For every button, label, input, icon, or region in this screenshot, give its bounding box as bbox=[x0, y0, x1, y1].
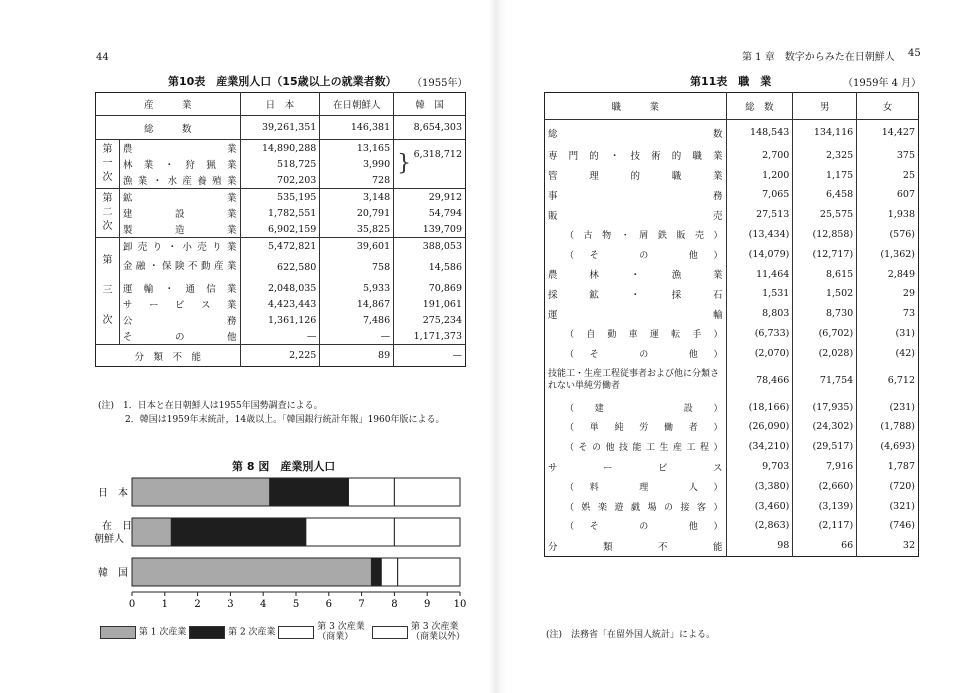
t10-tertiary-section: 第 三 次 bbox=[96, 238, 120, 345]
t10-cell: 29,912 bbox=[394, 189, 466, 206]
t11-cell: (3,139) bbox=[793, 496, 857, 516]
bar-segment bbox=[132, 558, 371, 586]
table11-title: 第11表 職 業 bbox=[690, 75, 772, 88]
t10-row-label: サービス業 bbox=[122, 300, 237, 311]
t11-row-label: 専門的・技術的職業 bbox=[548, 151, 723, 163]
t11-cell: 134,116 bbox=[793, 120, 857, 146]
t11-cell: 1,531 bbox=[726, 284, 793, 304]
t11-row-label: 分 類 不 能 bbox=[548, 541, 723, 553]
t11-row-label: 販 売 bbox=[548, 210, 723, 222]
x-tick-label: 8 bbox=[391, 599, 398, 610]
t10-cell: 5,472,821 bbox=[240, 238, 320, 255]
t11-cell: 98 bbox=[726, 536, 793, 556]
t10-row-label: 運輸・通信業 bbox=[122, 284, 237, 295]
x-tick-label: 0 bbox=[128, 599, 136, 610]
t11-header-female: 女 bbox=[857, 93, 919, 120]
book-spine bbox=[489, 0, 507, 693]
bar-segment bbox=[371, 558, 381, 586]
bar-segment bbox=[306, 518, 395, 546]
t10-row-label: 卸売り・小売り業 bbox=[119, 238, 240, 255]
t10-total-japan: 39,261,351 bbox=[240, 116, 320, 140]
x-tick-label: 7 bbox=[358, 599, 365, 610]
t10-row-label: 鉱 業 bbox=[119, 189, 240, 206]
t10-cell: 702,203 bbox=[240, 172, 320, 189]
t11-cell: (2,117) bbox=[793, 516, 857, 536]
t11-cell: (1,788) bbox=[857, 417, 919, 437]
t10-cell: 139,709 bbox=[394, 221, 466, 238]
t10-primary-section: 第 一 次 bbox=[96, 140, 120, 189]
t10-row-label: 金融・保険不動産業 bbox=[122, 261, 237, 272]
t10-cell: — bbox=[240, 328, 320, 345]
t11-row-label: （自動車運転手） bbox=[565, 330, 723, 341]
t10-row-label: 建 設 業 bbox=[122, 209, 237, 220]
bar-segment bbox=[398, 558, 460, 586]
bar-segment bbox=[270, 478, 349, 506]
t11-cell: 148,543 bbox=[726, 120, 793, 146]
t10-cell: 35,825 bbox=[320, 221, 394, 238]
t11-row bbox=[545, 536, 919, 556]
t11-cell: 27,513 bbox=[726, 205, 793, 225]
t11-cell: 1,938 bbox=[857, 205, 919, 225]
t10-row-label: 漁業・水産養殖業 bbox=[122, 176, 237, 187]
t10-cell: 14,586 bbox=[394, 254, 466, 280]
t11-row bbox=[545, 205, 919, 225]
t10-header-korea: 韓 国 bbox=[394, 93, 466, 116]
t11-cell: 7,065 bbox=[726, 185, 793, 205]
t10-cell: 6,902,159 bbox=[240, 221, 320, 238]
t11-cell: 2,849 bbox=[857, 264, 919, 284]
t11-row-label: （建 設） bbox=[565, 403, 723, 414]
t11-row-label: 運 輸 bbox=[548, 309, 723, 321]
t10-unclassified-label: 分 類 不 能 bbox=[96, 345, 241, 367]
t11-cell: (231) bbox=[857, 397, 919, 417]
t11-cell: 9,703 bbox=[726, 457, 793, 477]
bar-segment bbox=[394, 518, 460, 546]
t11-cell: 7,916 bbox=[793, 457, 857, 477]
legend-label: 第 3 次産業（商業） bbox=[317, 622, 365, 642]
right-running-header: 第 1 章 数字からみた在日朝鮮人 bbox=[742, 52, 895, 63]
t11-cell: (17,935) bbox=[793, 397, 857, 417]
t10-total-label: 総 数 bbox=[144, 123, 192, 135]
t10-cell: 70,869 bbox=[394, 280, 466, 296]
x-tick-label: 6 bbox=[325, 599, 332, 610]
t10-cell: 275,234 bbox=[394, 312, 466, 328]
t11-cell: (31) bbox=[857, 324, 919, 344]
legend-swatch-commerce bbox=[278, 626, 314, 639]
x-tick-label: 3 bbox=[227, 599, 234, 610]
table11 bbox=[544, 92, 919, 557]
t11-row-label: （料 理 人） bbox=[565, 482, 723, 493]
t11-cell: 25,575 bbox=[793, 205, 857, 225]
t11-row-label: （その他技能工生産工程） bbox=[565, 443, 723, 454]
x-tick-label: 2 bbox=[194, 599, 201, 610]
bar-segment bbox=[132, 478, 270, 506]
t11-cell: 66 bbox=[793, 536, 857, 556]
t11-cell: 8,730 bbox=[793, 304, 857, 324]
t10-cell: 535,195 bbox=[240, 189, 320, 206]
t10-cell: 14,867 bbox=[320, 296, 394, 312]
t10-cell: — bbox=[320, 328, 394, 345]
bar-segment bbox=[394, 478, 460, 506]
t11-cell: (576) bbox=[857, 225, 919, 245]
t10-total-kij: 146,381 bbox=[320, 116, 394, 140]
t11-cell: 2,325 bbox=[793, 146, 857, 166]
t11-row bbox=[545, 457, 919, 477]
t11-row bbox=[545, 496, 919, 516]
t11-cell: (321) bbox=[857, 496, 919, 516]
t11-row-label: （単純労働者） bbox=[565, 423, 723, 434]
t11-cell: 14,427 bbox=[857, 120, 919, 146]
t11-cell: 2,700 bbox=[726, 146, 793, 166]
t11-cell: 1,175 bbox=[793, 165, 857, 185]
t11-row-label: サ ー ビ ス bbox=[548, 462, 723, 474]
t11-cell: (14,079) bbox=[726, 244, 793, 264]
t11-body bbox=[545, 120, 919, 557]
category-label: 日 本 bbox=[98, 488, 128, 499]
legend-swatch-other bbox=[372, 626, 408, 639]
t10-cell: 3,990 bbox=[320, 156, 394, 172]
table11-note: (注) 法務省「在留外国人統計」による。 bbox=[546, 630, 716, 640]
table10-title: 第10表 産業別人口（15歳以上の就業者数） bbox=[168, 75, 397, 88]
t11-cell: (1,362) bbox=[857, 244, 919, 264]
t11-cell: (746) bbox=[857, 516, 919, 536]
t11-cell: (29,517) bbox=[793, 437, 857, 457]
x-tick-label: 5 bbox=[292, 599, 300, 610]
t11-row bbox=[545, 165, 919, 185]
t10-cell: 13,165 bbox=[320, 140, 394, 157]
t10-header-korean-in-japan: 在日朝鮮人 bbox=[320, 93, 394, 116]
t10-row-label: 公 務 bbox=[122, 316, 237, 327]
left-page-number: 44 bbox=[96, 52, 109, 63]
t11-cell: (2,070) bbox=[726, 343, 793, 363]
t10-cell: 1,782,551 bbox=[240, 205, 320, 221]
t11-cell: 8,615 bbox=[793, 264, 857, 284]
t10-row-label: 農 業 bbox=[119, 140, 240, 157]
t11-header-male: 男 bbox=[793, 93, 857, 120]
t11-cell: (26,090) bbox=[726, 417, 793, 437]
t11-cell: 6,458 bbox=[793, 185, 857, 205]
t11-cell: (12,717) bbox=[793, 244, 857, 264]
t11-cell: (6,733) bbox=[726, 324, 793, 344]
t11-cell: 25 bbox=[857, 165, 919, 185]
t11-cell: (6,702) bbox=[793, 324, 857, 344]
t11-cell: (42) bbox=[857, 343, 919, 363]
right-page-number: 45 bbox=[908, 48, 921, 59]
t11-cell: 71,754 bbox=[793, 363, 857, 397]
t11-row bbox=[545, 185, 919, 205]
t11-row bbox=[545, 244, 919, 264]
t11-cell: (12,858) bbox=[793, 225, 857, 245]
t10-cell: 2,225 bbox=[240, 345, 320, 367]
t11-row-label: （そ の 他） bbox=[565, 250, 723, 261]
t10-header-industry: 産 業 bbox=[96, 93, 241, 116]
t10-primary-korea: } 6,318,712 bbox=[394, 140, 466, 189]
t11-cell: (2,863) bbox=[726, 516, 793, 536]
t11-row bbox=[545, 324, 919, 344]
t10-cell: 14,890,288 bbox=[240, 140, 320, 157]
t11-cell: 11,464 bbox=[726, 264, 793, 284]
t10-cell: 4,423,443 bbox=[240, 296, 320, 312]
table10 bbox=[95, 92, 466, 367]
t11-cell: 6,712 bbox=[857, 363, 919, 397]
t10-row-label: そ の 他 bbox=[122, 332, 237, 343]
t10-secondary-section: 第 二 次 bbox=[96, 189, 120, 238]
t11-row-label: 事 務 bbox=[548, 190, 723, 202]
t11-row bbox=[545, 146, 919, 166]
t11-cell: (3,460) bbox=[726, 496, 793, 516]
t10-cell: 758 bbox=[320, 254, 394, 280]
t10-cell: 728 bbox=[320, 172, 394, 189]
t10-cell: 3,148 bbox=[320, 189, 394, 206]
t10-cell: 1,171,373 bbox=[394, 328, 466, 345]
legend-label: 第 2 次産業 bbox=[228, 627, 276, 638]
t10-cell: 89 bbox=[320, 345, 394, 367]
t11-cell: 1,200 bbox=[726, 165, 793, 185]
category-label: 朝鮮人 bbox=[94, 534, 124, 545]
t10-cell: 20,791 bbox=[320, 205, 394, 221]
category-label: 韓 国 bbox=[98, 568, 128, 579]
t11-row bbox=[545, 120, 919, 146]
t11-row-label: 農 林 ・ 漁 業 bbox=[548, 270, 723, 282]
t11-cell: (3,380) bbox=[726, 476, 793, 496]
t11-cell: (2,028) bbox=[793, 343, 857, 363]
t11-row bbox=[545, 343, 919, 363]
t11-row bbox=[545, 363, 919, 397]
t11-cell: 78,466 bbox=[726, 363, 793, 397]
brace-icon: } bbox=[397, 151, 412, 176]
table10-year: （1955年） bbox=[412, 78, 468, 89]
figure8-legend bbox=[100, 622, 480, 642]
bar-segment bbox=[381, 558, 397, 586]
t11-cell: 29 bbox=[857, 284, 919, 304]
t11-row bbox=[545, 284, 919, 304]
t11-row bbox=[545, 225, 919, 245]
t10-cell: 622,580 bbox=[240, 254, 320, 280]
t10-cell: 5,933 bbox=[320, 280, 394, 296]
t10-cell: 388,053 bbox=[394, 238, 466, 255]
t10-row-label: 製 造 業 bbox=[122, 225, 237, 236]
bar-segment bbox=[171, 518, 305, 546]
t11-cell: (2,660) bbox=[793, 476, 857, 496]
t11-cell: (720) bbox=[857, 476, 919, 496]
t10-cell: — bbox=[394, 345, 466, 367]
t10-cell: 7,486 bbox=[320, 312, 394, 328]
t11-header-total: 総 数 bbox=[726, 93, 793, 120]
figure8-title: 第 8 図 産業別人口 bbox=[232, 460, 336, 473]
t10-total-korea: 8,654,303 bbox=[394, 116, 466, 140]
t11-cell: (18,166) bbox=[726, 397, 793, 417]
t10-cell: 191,061 bbox=[394, 296, 466, 312]
t11-header-occupation: 職 業 bbox=[545, 93, 727, 120]
t11-cell: (34,210) bbox=[726, 437, 793, 457]
t11-cell: 73 bbox=[857, 304, 919, 324]
t11-cell: 375 bbox=[857, 146, 919, 166]
t11-row-label: 総 数 bbox=[548, 128, 723, 140]
figure8-chart bbox=[90, 474, 475, 619]
t11-row-label: （そ の 他） bbox=[565, 522, 723, 533]
t11-row-label: 技能工・生産工程従事者および他に分類されない単純労働者 bbox=[548, 369, 720, 392]
t11-row-label: （娯楽遊戯場の接客） bbox=[565, 502, 723, 513]
x-tick-label: 4 bbox=[260, 599, 267, 610]
category-label: 在 日 bbox=[102, 521, 132, 532]
t11-cell: (13,434) bbox=[726, 225, 793, 245]
t10-cell: 2,048,035 bbox=[240, 280, 320, 296]
t11-cell: 607 bbox=[857, 185, 919, 205]
t11-row bbox=[545, 397, 919, 417]
t11-row-label: 採 鉱 ・ 採 石 bbox=[548, 289, 723, 301]
table11-date: （1959年 4 月） bbox=[843, 78, 922, 89]
t11-cell: 1,787 bbox=[857, 457, 919, 477]
table10-notes bbox=[98, 399, 445, 427]
t11-cell: 8,803 bbox=[726, 304, 793, 324]
t10-header-japan: 日 本 bbox=[240, 93, 320, 116]
t11-row bbox=[545, 437, 919, 457]
x-tick-label: 10 bbox=[453, 599, 467, 610]
bar-segment bbox=[348, 478, 394, 506]
t11-cell: (4,693) bbox=[857, 437, 919, 457]
note-line: 2．韓国は1959年末統計，14歳以上。「韓国銀行統計年報」1960年版による。 bbox=[98, 415, 445, 425]
note-line: (注) 1．日本と在日朝鮮人は1955年国勢調査による。 bbox=[98, 401, 323, 411]
t11-row bbox=[545, 516, 919, 536]
t10-cell: 1,361,126 bbox=[240, 312, 320, 328]
t10-cell: 518,725 bbox=[240, 156, 320, 172]
t11-row-label: 管 理 的 職 業 bbox=[548, 171, 723, 183]
t11-row bbox=[545, 304, 919, 324]
t10-row-label: 林業・狩猟業 bbox=[122, 160, 237, 171]
legend-label: 第 3 次産業（商業以外） bbox=[411, 622, 466, 642]
t11-cell: (24,302) bbox=[793, 417, 857, 437]
x-tick-label: 9 bbox=[424, 599, 431, 610]
t11-row-label: （古物・屑鉄販売） bbox=[565, 231, 723, 242]
t11-row bbox=[545, 264, 919, 284]
t11-cell: 32 bbox=[857, 536, 919, 556]
t10-cell: 39,601 bbox=[320, 238, 394, 255]
legend-label: 第 1 次産業 bbox=[138, 627, 187, 638]
legend-swatch-secondary bbox=[189, 626, 225, 639]
t11-cell: 1,502 bbox=[793, 284, 857, 304]
x-tick-label: 1 bbox=[161, 599, 168, 610]
t10-cell: 54,794 bbox=[394, 205, 466, 221]
legend-swatch-primary bbox=[100, 626, 136, 639]
t11-row bbox=[545, 417, 919, 437]
bar-segment bbox=[132, 518, 171, 546]
t11-row bbox=[545, 476, 919, 496]
t11-row-label: （そ の 他） bbox=[565, 349, 723, 360]
